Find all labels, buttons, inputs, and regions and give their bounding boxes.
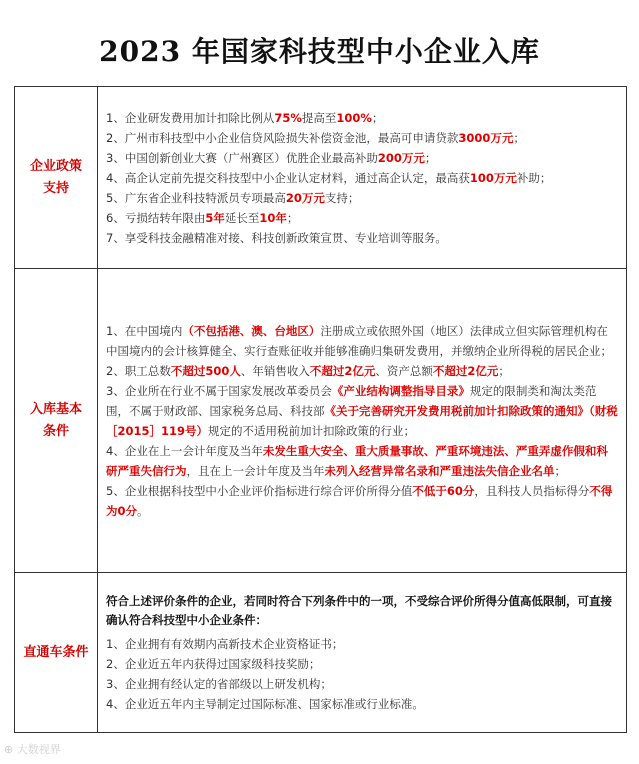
list-item: 7、享受科技金融精准对接、科技创新政策宣贯、专业培训等服务。 xyxy=(106,230,447,245)
watermark: ⊕ 大数视界 xyxy=(4,743,61,756)
section-label-line: 入库基本 xyxy=(29,401,82,417)
list-item: 4、高企认定前先提交科技型中小企业认定材料，通过高企认定，最高获100万元补助； xyxy=(106,170,552,185)
list-item: 5、企业根据科技型中小企业评价指标进行综合评价所得分值不低于60分，且科技人员指标得分不得为0分。 xyxy=(106,483,613,518)
section-content xyxy=(98,87,627,269)
list-item: 2、职工总数不超过500人、年销售收入不超过2亿元、资产总额不超过2亿元； xyxy=(106,363,510,378)
list-item: 2、广州市科技型中小企业信贷风险损失补偿资金池，最高可申请贷款3000万元； xyxy=(106,130,525,145)
list-item: 4、企业在上一会计年度及当年未发生重大安全、重大质量事故、严重环境违法、严重弄虚作假和科研严重失信行为，且在上一会计年度及当年未列入经营异常名录和严重违法失信企业名单； xyxy=(106,443,608,478)
section-label-line: 企业政策 xyxy=(29,158,82,174)
section-fast-track xyxy=(15,573,627,733)
list-item: 4、企业近五年内主导制定过国际标准、国家标准或行业标准。 xyxy=(106,696,424,711)
list-item: 1、企业研发费用加计扣除比例从75%提高至100%； xyxy=(106,110,384,125)
section-content xyxy=(98,573,627,733)
section-label xyxy=(15,269,98,573)
list-item: 3、中国创新创业大赛（广州赛区）优胜企业最高补助200万元； xyxy=(106,150,437,165)
list-item: 1、企业拥有有效期内高新技术企业资格证书； xyxy=(106,636,344,651)
page-title: 2023 年国家科技型中小企业入库 xyxy=(99,35,540,68)
section-label-line: 支持 xyxy=(42,180,69,196)
list-item: 5、广东省企业科技特派员专项最高20万元支持； xyxy=(106,190,360,205)
section-label-line: 条件 xyxy=(42,423,69,439)
list-item: 1、在中国境内（不包括港、澳、台地区）注册成立或依照外国（地区）法律成立但实际管理机构在中国境内的会计核算健全、实行查账征收并能够准确归集研发费用，并缴纳企业所得税的居民企业； xyxy=(106,323,612,358)
section-intro: 符合上述评价条件的企业，若同时符合下列条件中的一项，不受综合评价所得分值高低限制，可直接确认符合科技型中小企业条件： xyxy=(106,593,612,627)
list-item: 3、企业拥有经认定的省部级以上研发机构； xyxy=(106,676,332,691)
section-basic-conditions xyxy=(15,269,627,573)
policy-table xyxy=(14,86,627,733)
section-policy-support xyxy=(15,87,627,269)
section-label xyxy=(15,87,98,269)
section-label: 直通车条件 xyxy=(15,573,98,733)
list-item: 2、企业近五年内获得过国家级科技奖励； xyxy=(106,656,321,671)
section-content xyxy=(98,269,627,573)
list-item: 3、企业所在行业不属于国家发展改革委员会《产业结构调整指导目录》规定的限制类和淘汰类范围，不属于财政部、国家税务总局、科技部《关于完善研究开发费用税前加计扣除政策的通知》（财税［2015］119号）规定的不适用税前加计扣除政策的行业； xyxy=(106,383,618,438)
list-item: 6、亏损结转年限由5年延长至10年； xyxy=(106,210,299,225)
